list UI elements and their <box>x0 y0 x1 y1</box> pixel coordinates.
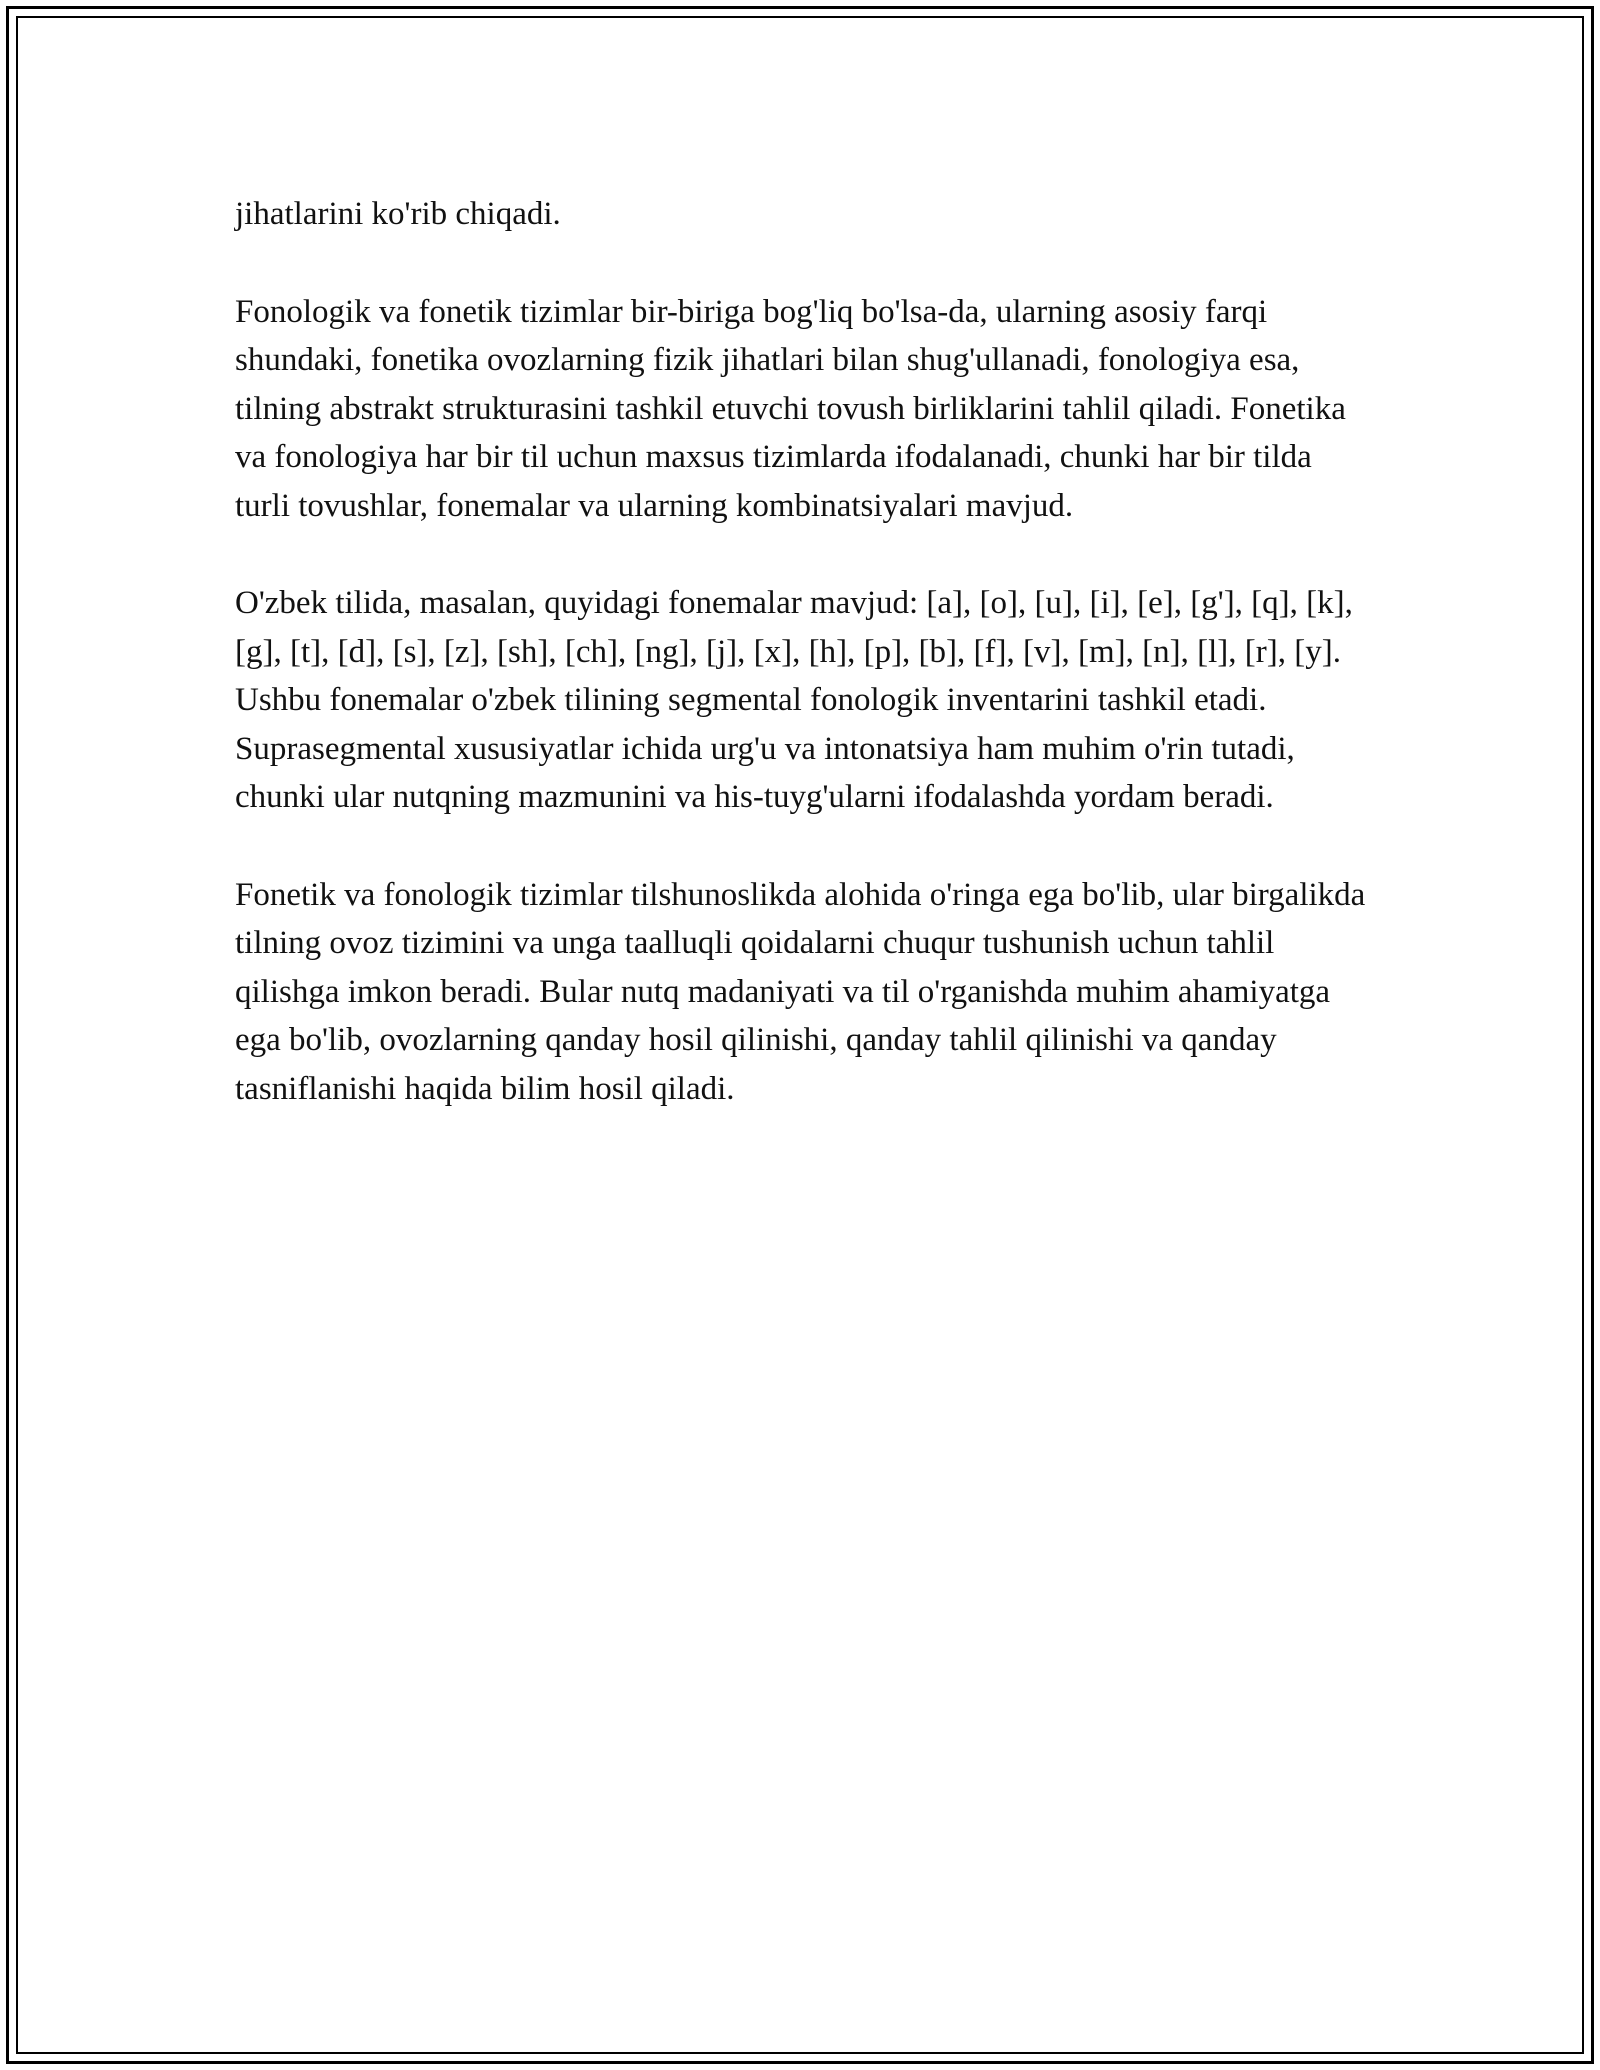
paragraph-1: jihatlarini ko'rib chiqadi. <box>235 196 561 232</box>
paragraph-2: Fonologik va fonetik tizimlar bir-biriga bog'liq bo'lsa-da, ularning asosiy farqi shundaki, fonetika ovozlarning fizik jihatlari bilan shug'ullanadi, fonologiya esa, tilning abstrakt strukturasini tashkil etuvchi tovush birliklarini tahlil qiladi. Fonetika va fonologiya har bir til uchun maxsus tizimlarda ifodalanadi, chunki har bir tilda turli tovushlar, fonemalar va ularning kombinatsiyalari mavjud. <box>235 293 1346 524</box>
paragraph-3: O'zbek tilida, masalan, quyidagi fonemalar mavjud: [a], [o], [u], [i], [e], [g'], [q], [k], [g], [t], [d], [s], [z], [sh], [ch], [ng], [j], [x], [h], [p], [b], [f], [v], [m], [n], [l], [r], [y]. Ushbu fonemalar o'zbek tilining segmental fonologik inventarini tashkil etadi. Suprasegmental xususiyatlar ichida urg'u va intonatsiya ham muhim o'rin tutadi, chunki ular nutqning mazmunini va his-tuyg'ularni ifodalashda yordam beradi. <box>235 585 1353 815</box>
paragraph-4: Fonetik va fonologik tizimlar tilshunoslikda alohida o'ringa ega bo'lib, ular birgalikda tilning ovoz tizimini va unga taalluqli qoidalarni chuqur tushunish uchun tahlil qilishga imkon beradi. Bular nutq madaniyati va til o'rganishda muhim ahamiyatga ega bo'lib, ovozlarning qanday hosil qilinishi, qanday tahlil qilinishi va qanday tasniflanishi haqida bilim hosil qiladi. <box>235 876 1366 1107</box>
document-body <box>235 190 1375 1162</box>
